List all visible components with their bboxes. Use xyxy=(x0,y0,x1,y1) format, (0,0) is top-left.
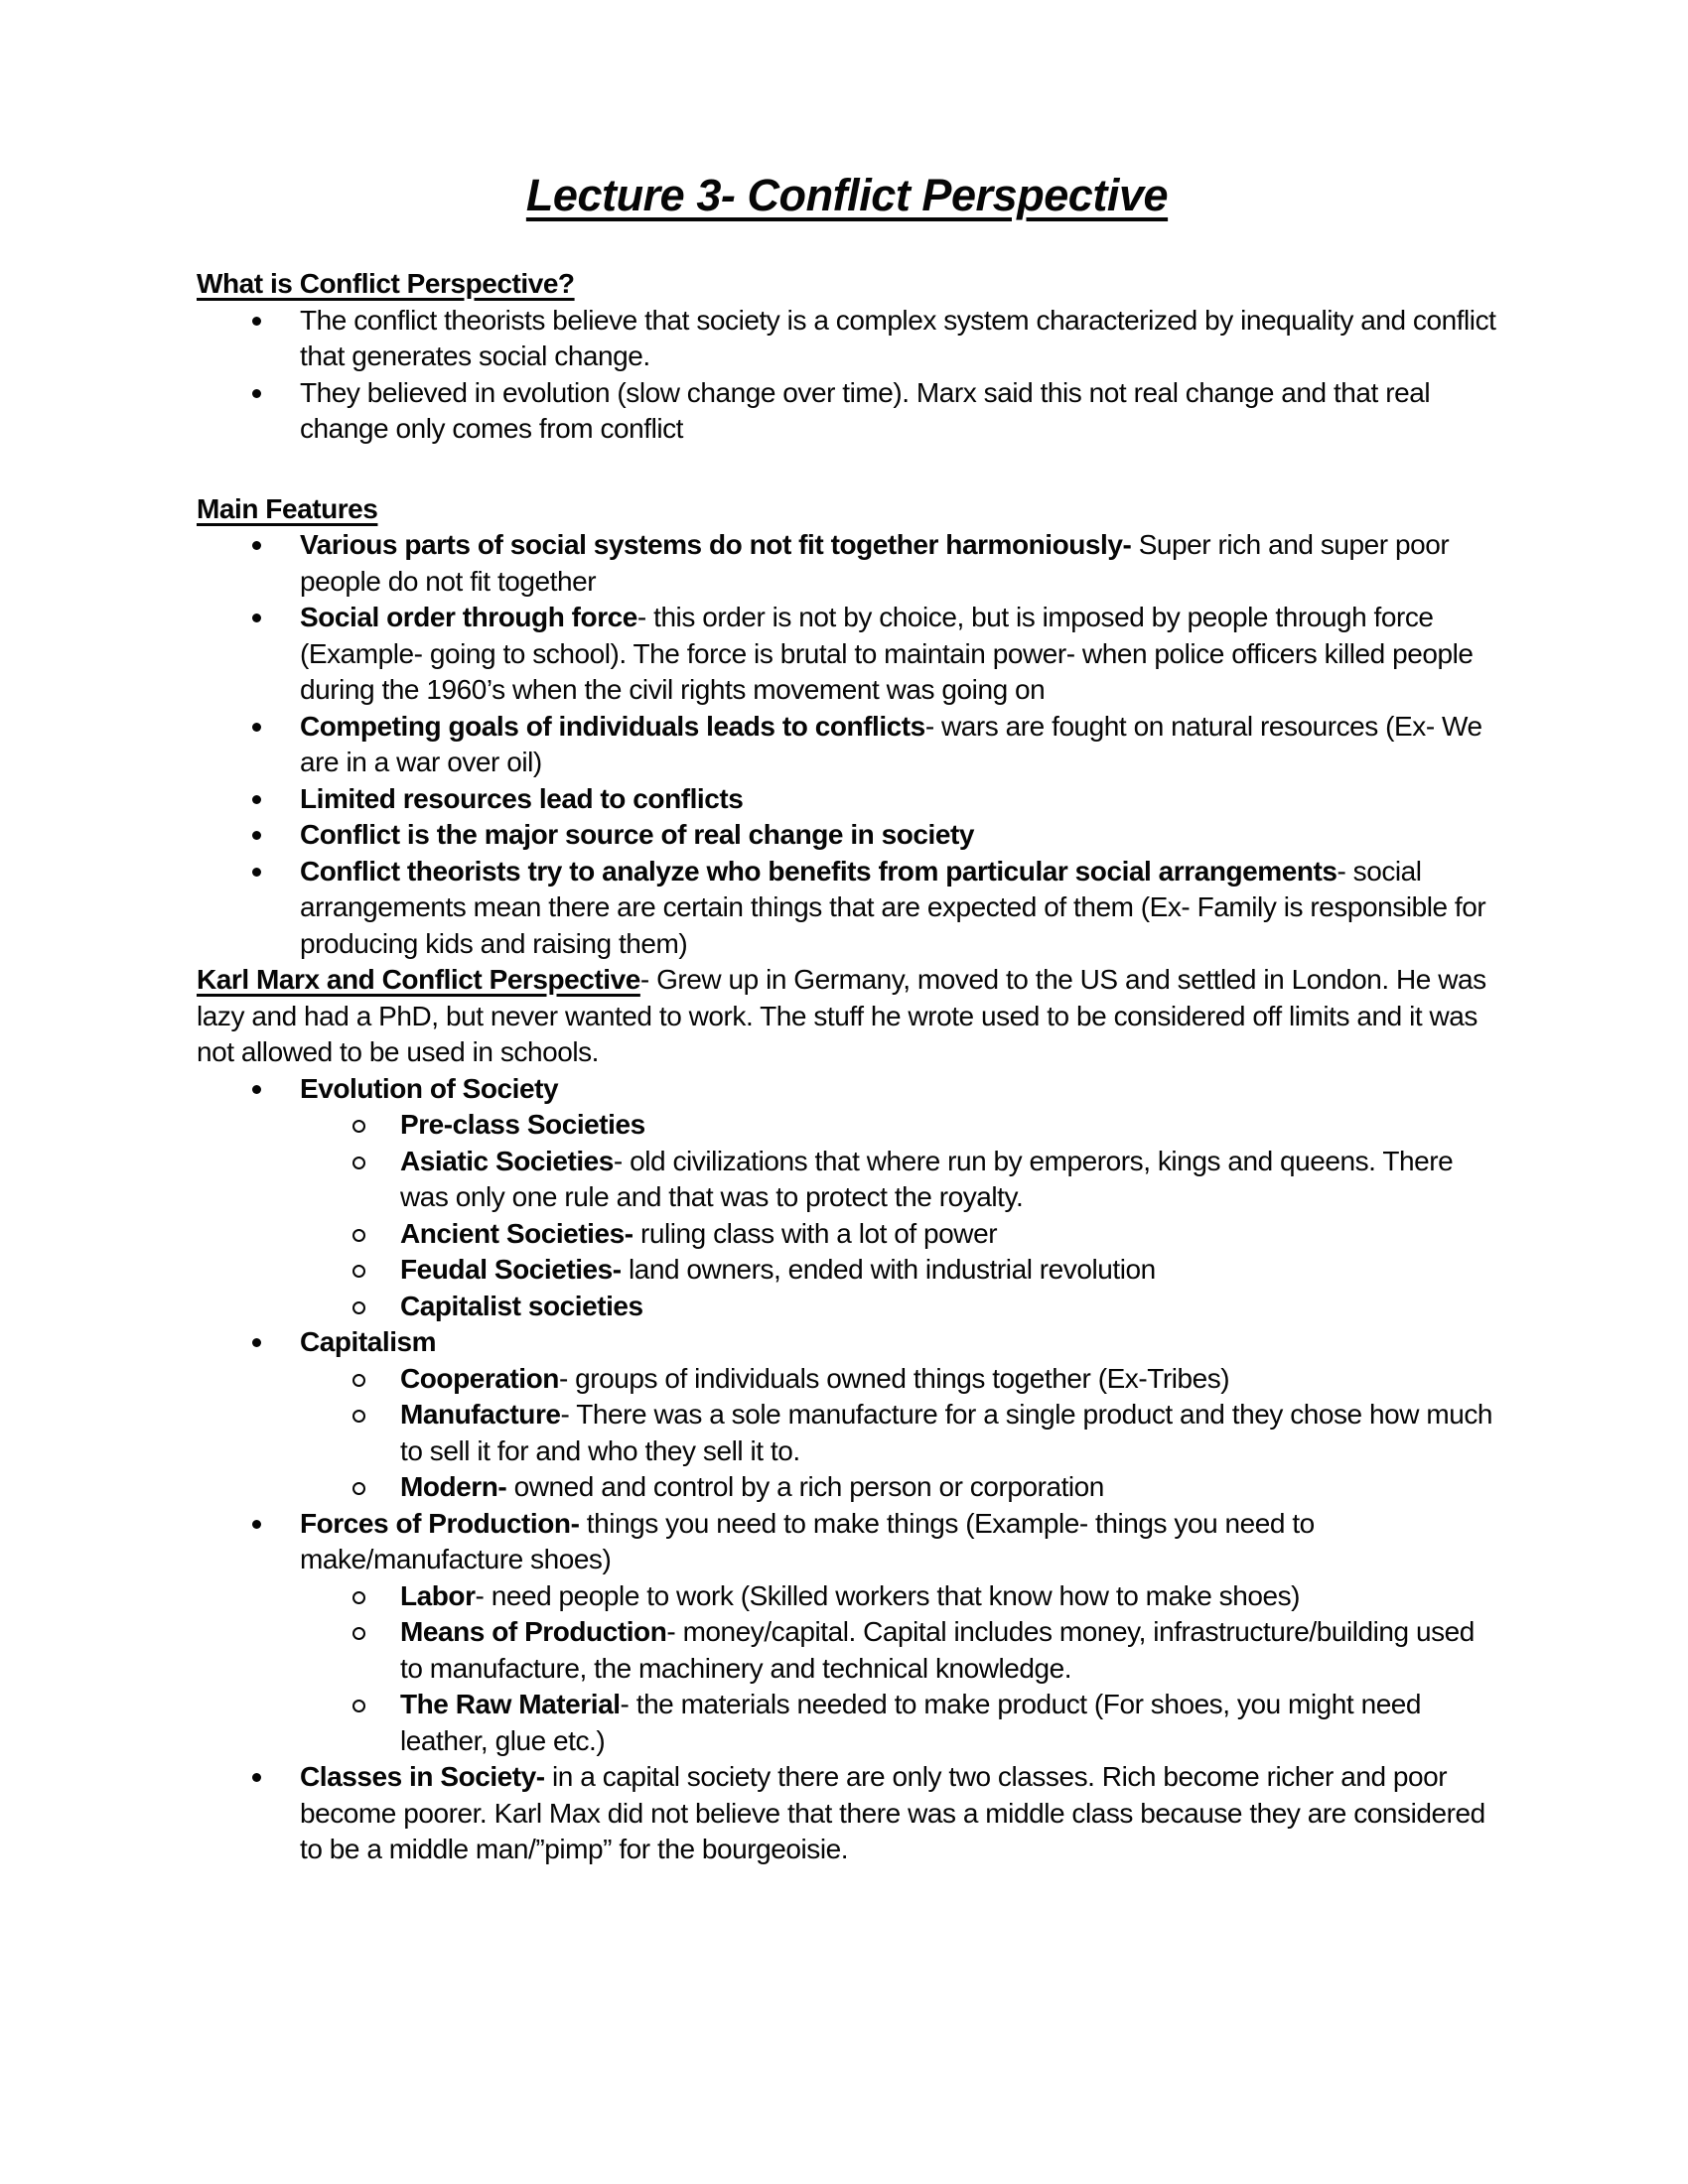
page-title-text: Lecture 3- Conflict Perspective xyxy=(525,170,1169,220)
bullet-bold-lead: The Raw Material xyxy=(400,1689,621,1719)
bullet-bold-lead: Limited resources lead to conflicts xyxy=(300,782,744,814)
bullet-text: - social arrangements mean there are certain things that are expected of them (Ex- Family is responsible for producing kids and raising them) xyxy=(300,855,1486,959)
bullet-item xyxy=(197,375,1497,448)
bullet-list-karl-marx xyxy=(197,1071,1497,1868)
sub-bullet-item xyxy=(300,1397,1497,1469)
sub-bullet-item xyxy=(300,1687,1497,1759)
section-heading-what-is-conflict-perspective: What is Conflict Perspective? xyxy=(197,268,575,299)
bullet-bold-lead: Asiatic Societies xyxy=(400,1145,614,1176)
bullet-item xyxy=(197,303,1497,375)
bullet-item xyxy=(197,600,1497,709)
bullet-bold-lead: Classes in Society- xyxy=(300,1761,545,1792)
bullet-text: - need people to work (Skilled workers that know how to make shoes) xyxy=(475,1579,1301,1611)
bullet-text: - There was a sole manufacture for a single product and they chose how much to sell it for and who they sell it to. xyxy=(400,1399,1493,1466)
bullet-text: things you need to make things (Example- things you need to make/manufacture shoes) xyxy=(300,1507,1315,1574)
bullet-text: Super rich and super poor people do not fit together xyxy=(300,529,1450,597)
bullet-bold-lead: Cooperation xyxy=(400,1362,559,1394)
bullet-item xyxy=(197,854,1497,963)
bullet-bold-lead: Means of Production xyxy=(400,1616,667,1647)
bullet-text: owned and control by a rich person or corporation xyxy=(506,1471,1104,1502)
bullet-text: - groups of individuals owned things together (Ex-Tribes) xyxy=(558,1362,1230,1394)
sub-bullet-item xyxy=(300,1361,1497,1398)
karl-marx-paragraph-text: - Grew up in Germany, moved to the US and settled in London. He was lazy and had a PhD, but never wanted to work. The stuff he wrote used to be considered off limits and it was not allowed to be used in schools. xyxy=(197,964,1486,1067)
karl-marx-paragraph xyxy=(197,962,1497,1071)
bullet-text: - money/capital. Capital includes money, infrastructure/building used to manufacture, the machinery and technical knowledge. xyxy=(400,1616,1475,1684)
sub-bullet-item xyxy=(300,1252,1497,1289)
bullet-bold-lead: Modern- xyxy=(400,1471,507,1502)
bullet-text: in a capital society there are only two classes. Rich become richer and poor become poorer. Karl Max did not believe that there was a middle class because they are considered to be a middle man/”pimp” for the bourgeoisie. xyxy=(300,1761,1485,1864)
sub-bullet-list-capitalism xyxy=(300,1361,1497,1506)
bullet-item-classes-in-society xyxy=(197,1759,1497,1868)
bullet-bold-lead: Various parts of social systems do not fit together harmoniously- xyxy=(300,529,1132,560)
bullet-text: ruling class with a lot of power xyxy=(633,1217,998,1249)
bullet-text: They believed in evolution (slow change over time). Marx said this not real change and that real change only comes from conflict xyxy=(300,376,1431,444)
bullet-text: - old civilizations that where run by emperors, kings and queens. There was only one rule and that was to protect the royalty. xyxy=(400,1145,1454,1212)
bullet-bold-lead: Capitalist societies xyxy=(400,1290,643,1321)
bullet-item xyxy=(197,781,1497,818)
section-heading-karl-marx: Karl Marx and Conflict Perspective xyxy=(197,964,640,995)
sub-bullet-item xyxy=(300,1578,1497,1615)
bullet-bold-lead: Conflict theorists try to analyze who benefits from particular social arrangements xyxy=(300,855,1337,887)
bullet-bold-lead: Social order through force xyxy=(300,602,637,632)
sub-bullet-item xyxy=(300,1614,1497,1687)
sub-bullet-item xyxy=(300,1216,1497,1253)
bullet-text: - this order is not by choice, but is imposed by people through force (Example- going to school). The force is brutal to maintain power- when police officers killed people during the 1960’s when the civil rights movement was going on xyxy=(300,602,1474,705)
bullet-item-capitalism xyxy=(197,1324,1497,1506)
bullet-bold-lead: Ancient Societies- xyxy=(400,1217,633,1249)
sub-bullet-item xyxy=(300,1289,1497,1325)
bullet-bold-lead: Conflict is the major source of real change in society xyxy=(300,819,974,850)
section-heading-main-features: Main Features xyxy=(197,492,378,524)
sub-bullet-list-evolution xyxy=(300,1107,1497,1324)
bullet-bold-lead: Evolution of Society xyxy=(300,1072,559,1104)
bullet-text: - wars are fought on natural resources (Ex- We are in a war over oil) xyxy=(300,710,1482,777)
bullet-bold-lead: Forces of Production- xyxy=(300,1507,580,1539)
bullet-text: land owners, ended with industrial revolution xyxy=(621,1254,1156,1285)
bullet-bold-lead: Competing goals of individuals leads to conflicts xyxy=(300,710,925,742)
bullet-item xyxy=(197,709,1497,781)
bullet-item-evolution-of-society xyxy=(197,1071,1497,1325)
bullet-bold-lead: Feudal Societies- xyxy=(400,1254,622,1285)
bullet-bold-lead: Capitalism xyxy=(300,1326,437,1357)
bullet-item xyxy=(197,527,1497,600)
bullet-bold-lead: Labor xyxy=(400,1579,476,1611)
sub-bullet-list-forces-of-production xyxy=(300,1578,1497,1760)
bullet-list-what-is-conflict-perspective xyxy=(197,303,1497,448)
bullet-bold-lead: Pre-class Societies xyxy=(400,1109,645,1140)
sub-bullet-item xyxy=(300,1469,1497,1506)
bullet-list-main-features xyxy=(197,527,1497,962)
bullet-item-forces-of-production xyxy=(197,1506,1497,1760)
bullet-text: - the materials needed to make product (For shoes, you might need leather, glue etc.) xyxy=(400,1689,1422,1756)
bullet-bold-lead: Manufacture xyxy=(400,1399,561,1430)
bullet-text: The conflict theorists believe that society is a complex system characterized by inequality and conflict that generates social change. xyxy=(300,304,1496,371)
sub-bullet-item xyxy=(300,1107,1497,1144)
bullet-item xyxy=(197,817,1497,854)
page-title xyxy=(197,169,1497,222)
sub-bullet-item xyxy=(300,1144,1497,1216)
